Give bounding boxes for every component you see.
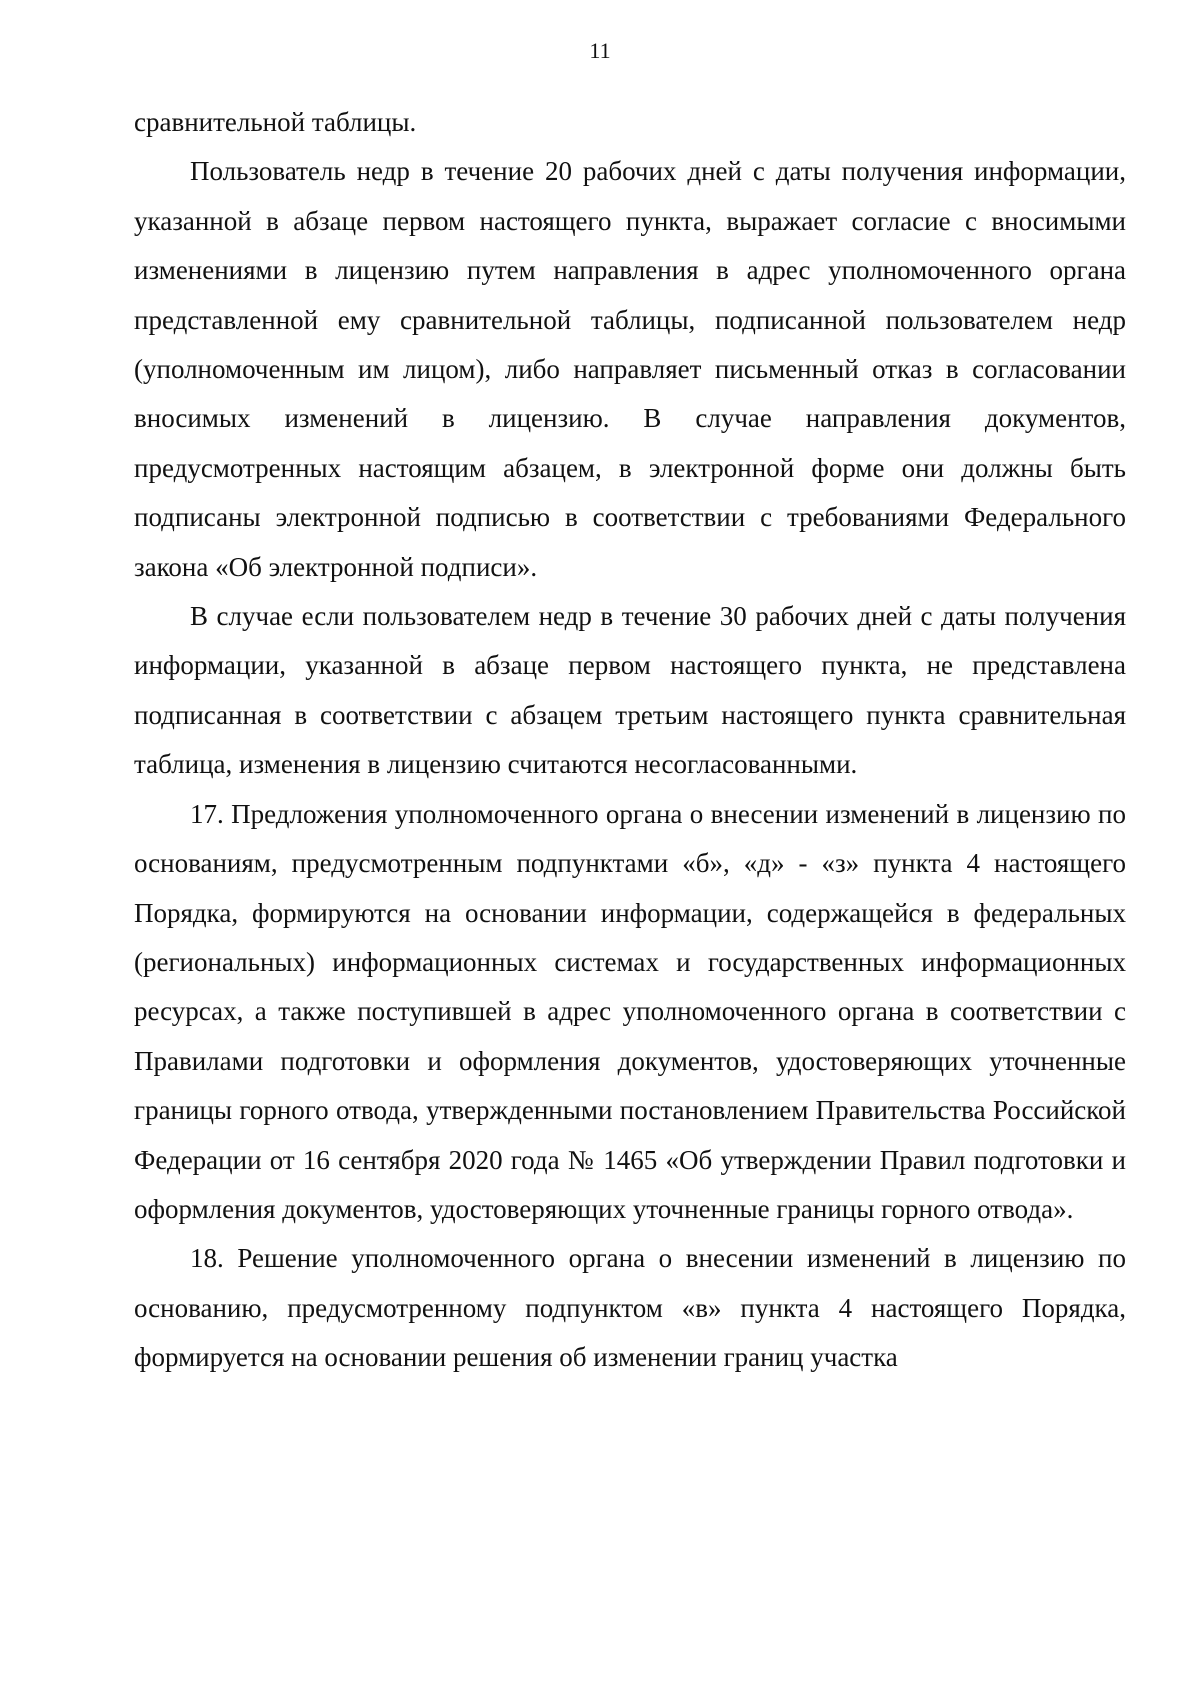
- paragraph-not-agreed: В случае если пользователем недр в течение 30 рабочих дней с даты получения информации, указанной в абзаце первом настоящего пункта, не представлена подписанная в соответствии с абзацем третьим настоящего пункта сравнительная таблица, изменения в лицензию считаются несогласованными.: [134, 601, 1126, 780]
- document-body: [134, 98, 1126, 1383]
- paragraph-user-consent: Пользователь недр в течение 20 рабочих дней с даты получения информации, указанной в абзаце первом настоящего пункта, выражает согласие с вносимыми изменениями в лицензию путем направления в адрес уполномоченного органа представленной ему сравнительной таблицы, подписанной пользователем недр (уполномоченным им лицом), либо направляет письменный отказ в согласовании вносимых изменений в лицензию. В случае направления документов, предусмотренных настоящим абзацем, в электронной форме они должны быть подписаны электронной подписью в соответствии с требованиями Федерального закона «Об электронной подписи».: [134, 156, 1126, 582]
- paragraph-item-17: 17. Предложения уполномоченного органа о внесении изменений в лицензию по основаниям, предусмотренным подпунктами «б», «д» - «з» пункта 4 настоящего Порядка, формируются на основании информации, содержащейся в федеральных (региональных) информационных системах и государственных информационных ресурсах, а также поступившей в адрес уполномоченного органа в соответствии с Правилами подготовки и оформления документов, удостоверяющих уточненные границы горного отвода, утвержденными постановлением Правительства Российской Федерации от 16 сентября 2020 года № 1465 «Об утверждении Правил подготовки и оформления документов, удостоверяющих уточненные границы горного отвода».: [134, 798, 1126, 1224]
- paragraph-continuation: сравнительной таблицы.: [134, 107, 417, 137]
- page-number: 11: [589, 38, 611, 63]
- paragraph-item-18: 18. Решение уполномоченного органа о внесении изменений в лицензию по основанию, предусмотренному подпунктом «в» пункта 4 настоящего Порядка, формируется на основании решения об изменении границ участка: [134, 1243, 1126, 1373]
